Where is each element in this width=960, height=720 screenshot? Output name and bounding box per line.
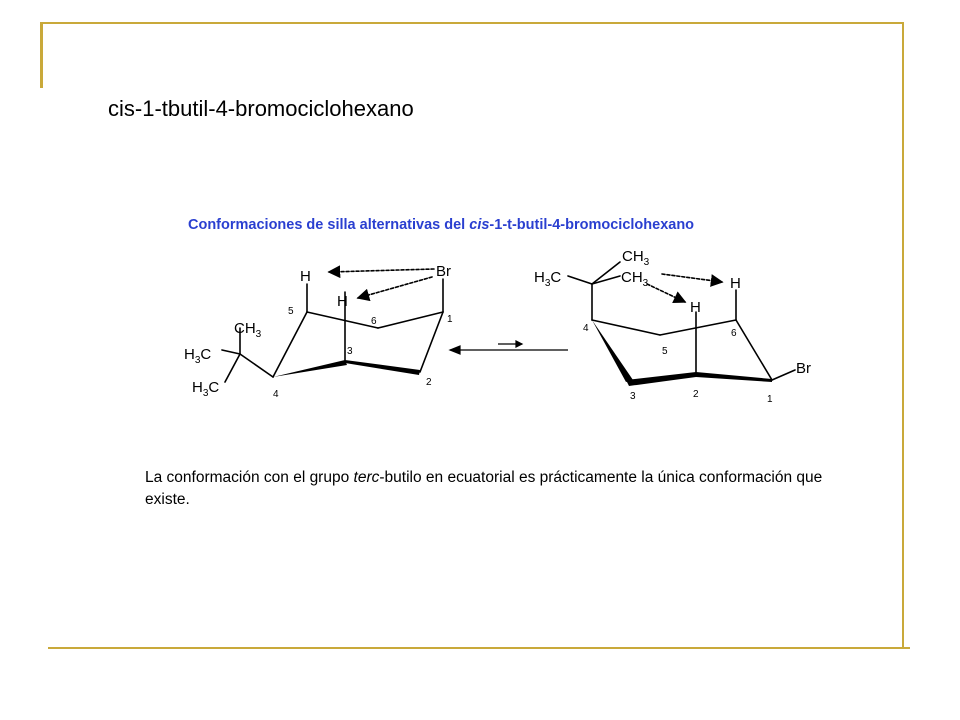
- right-chair: [568, 262, 795, 380]
- figure-caption-post: -1-t-butil-4-bromociclohexano: [489, 217, 695, 233]
- right-chair-wedge-c: [696, 372, 772, 382]
- figure-caption-pre: Conformaciones de silla alternativas del: [188, 217, 470, 233]
- conformation-note: [145, 467, 825, 511]
- left-chair-numbers: [273, 306, 453, 400]
- slide-title: cis-1-tbutil-4-bromociclohexano: [108, 96, 414, 121]
- svg-text:Br: Br: [796, 360, 811, 377]
- svg-text:H: H: [690, 299, 701, 316]
- note-part2: -butilo en ecuatorial es prácticamente la única conformación que existe.: [145, 469, 823, 508]
- right-vertical-rule: [902, 22, 904, 648]
- left-chair-wedge-b: [345, 360, 420, 375]
- svg-text:CH3: $CH_3$: [234, 320, 262, 340]
- svg-text:4: 4: [273, 389, 279, 400]
- right-chair-wedge-a: [592, 320, 633, 382]
- svg-text:1: 1: [447, 314, 453, 325]
- svg-text:5: 5: [662, 346, 668, 357]
- note-italic: terc: [353, 469, 380, 486]
- svg-text:2: 2: [426, 377, 432, 388]
- chair-conformations-figure: [150, 232, 850, 412]
- svg-text:3: 3: [347, 346, 353, 357]
- top-horizontal-rule: [40, 22, 904, 24]
- svg-text:H: H: [337, 293, 348, 310]
- top-left-vertical-rule: [40, 22, 43, 88]
- left-chair-wedge-a: [273, 360, 347, 377]
- svg-text:H3C: $H_3C$: [534, 269, 562, 289]
- svg-text:5: 5: [288, 306, 294, 317]
- svg-text:H3C: $H_3C$: [184, 346, 212, 366]
- svg-text:2: 2: [693, 389, 699, 400]
- svg-text:6: 6: [731, 328, 737, 339]
- bottom-horizontal-rule: [48, 647, 910, 649]
- svg-text:H: H: [730, 275, 741, 292]
- svg-text:3: 3: [630, 391, 636, 402]
- right-chair-wedge-b: [626, 372, 696, 386]
- svg-text:H3C: $H_3C$: [192, 379, 220, 399]
- svg-text:CH3: $CH_3$: [621, 269, 649, 289]
- figure-caption-italic: cis: [469, 217, 490, 233]
- svg-text:CH3: $CH_3$: [622, 248, 650, 268]
- svg-text:1: 1: [767, 394, 773, 405]
- note-part1: La conformación con el grupo: [145, 469, 354, 486]
- right-chair-labels: [534, 248, 811, 377]
- svg-text:4: 4: [583, 323, 589, 334]
- svg-text:Br: Br: [436, 263, 451, 280]
- svg-text:H: H: [300, 268, 311, 285]
- figure-caption: [188, 217, 694, 233]
- equilibrium-arrow: [450, 341, 568, 354]
- svg-text:6: 6: [371, 316, 377, 327]
